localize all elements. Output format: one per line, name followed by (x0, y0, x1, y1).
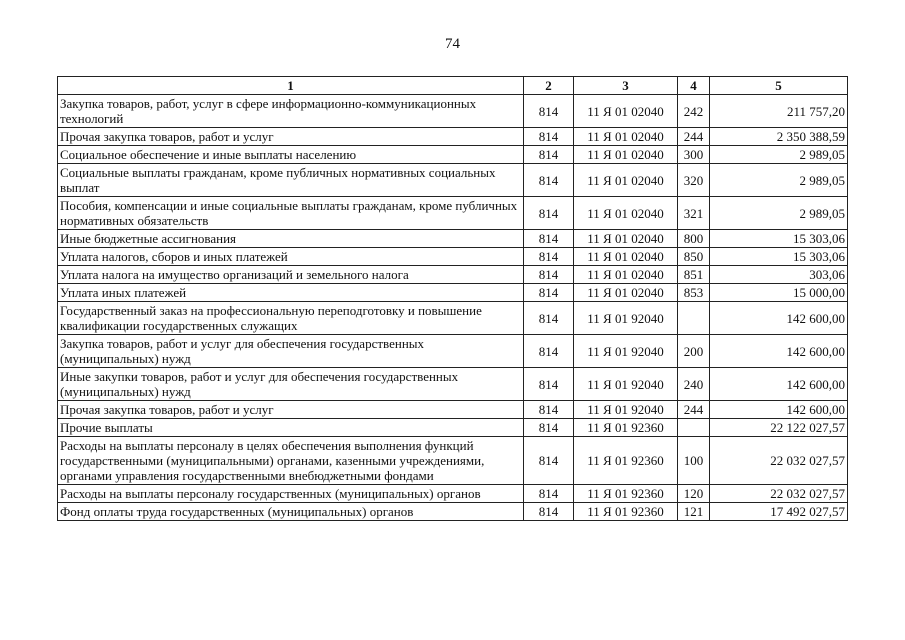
cell-kind: 120 (678, 485, 710, 503)
table-row (58, 401, 848, 419)
table-row (58, 419, 848, 437)
cell-kind: 851 (678, 266, 710, 284)
table-row (58, 437, 848, 485)
cell-kind: 240 (678, 368, 710, 401)
cell-amount: 22 032 027,57 (710, 485, 848, 503)
table-header (58, 77, 848, 95)
cell-target: 11 Я 01 02040 (574, 146, 678, 164)
cell-amount: 17 492 027,57 (710, 503, 848, 521)
cell-dept: 814 (524, 230, 574, 248)
cell-target: 11 Я 01 92040 (574, 401, 678, 419)
cell-kind: 100 (678, 437, 710, 485)
column-header-amount: 5 (710, 77, 848, 95)
cell-name: Государственный заказ на профессиональную переподготовку и повышение квалификации государственных служащих (58, 302, 524, 335)
cell-target: 11 Я 01 92040 (574, 335, 678, 368)
cell-amount: 2 989,05 (710, 164, 848, 197)
cell-dept: 814 (524, 95, 574, 128)
cell-kind (678, 419, 710, 437)
cell-amount: 303,06 (710, 266, 848, 284)
cell-amount: 211 757,20 (710, 95, 848, 128)
table-row (58, 284, 848, 302)
cell-name: Закупка товаров, работ и услуг для обеспечения государственных (муниципальных) нужд (58, 335, 524, 368)
cell-dept: 814 (524, 146, 574, 164)
cell-amount: 15 303,06 (710, 230, 848, 248)
cell-target: 11 Я 01 02040 (574, 230, 678, 248)
table-row (58, 485, 848, 503)
cell-name: Фонд оплаты труда государственных (муниципальных) органов (58, 503, 524, 521)
column-header-kind: 4 (678, 77, 710, 95)
table-row (58, 95, 848, 128)
cell-target: 11 Я 01 02040 (574, 128, 678, 146)
cell-name: Расходы на выплаты персоналу в целях обеспечения выполнения функций государственными (муниципальными) органами, казенными учреждениями, органами управления государственными внебюджетными фондами (58, 437, 524, 485)
cell-name: Социальное обеспечение и иные выплаты населению (58, 146, 524, 164)
table-row (58, 164, 848, 197)
cell-name: Прочая закупка товаров, работ и услуг (58, 401, 524, 419)
cell-amount: 142 600,00 (710, 335, 848, 368)
cell-name: Уплата иных платежей (58, 284, 524, 302)
cell-dept: 814 (524, 128, 574, 146)
cell-target: 11 Я 01 02040 (574, 248, 678, 266)
cell-target: 11 Я 01 92360 (574, 503, 678, 521)
cell-kind: 244 (678, 401, 710, 419)
cell-dept: 814 (524, 368, 574, 401)
cell-name: Иные бюджетные ассигнования (58, 230, 524, 248)
cell-dept: 814 (524, 164, 574, 197)
cell-amount: 22 032 027,57 (710, 437, 848, 485)
cell-amount: 142 600,00 (710, 401, 848, 419)
cell-dept: 814 (524, 335, 574, 368)
table-row (58, 368, 848, 401)
cell-kind: 321 (678, 197, 710, 230)
table-row (58, 230, 848, 248)
cell-amount: 15 000,00 (710, 284, 848, 302)
cell-dept: 814 (524, 485, 574, 503)
budget-table (57, 76, 848, 521)
cell-name: Уплата налогов, сборов и иных платежей (58, 248, 524, 266)
header-row (58, 77, 848, 95)
cell-amount: 2 989,05 (710, 146, 848, 164)
cell-amount: 142 600,00 (710, 368, 848, 401)
cell-kind: 300 (678, 146, 710, 164)
table-row (58, 302, 848, 335)
cell-name: Прочая закупка товаров, работ и услуг (58, 128, 524, 146)
cell-target: 11 Я 01 02040 (574, 197, 678, 230)
column-header-target: 3 (574, 77, 678, 95)
table-row (58, 197, 848, 230)
table-row (58, 335, 848, 368)
table-row (58, 248, 848, 266)
column-header-dept: 2 (524, 77, 574, 95)
cell-dept: 814 (524, 302, 574, 335)
cell-name: Закупка товаров, работ, услуг в сфере информационно-коммуникационных технологий (58, 95, 524, 128)
cell-target: 11 Я 01 92040 (574, 368, 678, 401)
cell-kind: 320 (678, 164, 710, 197)
cell-dept: 814 (524, 437, 574, 485)
cell-name: Иные закупки товаров, работ и услуг для обеспечения государственных (муниципальных) нужд (58, 368, 524, 401)
cell-name: Социальные выплаты гражданам, кроме публичных нормативных социальных выплат (58, 164, 524, 197)
cell-name: Прочие выплаты (58, 419, 524, 437)
cell-target: 11 Я 01 92360 (574, 485, 678, 503)
cell-dept: 814 (524, 284, 574, 302)
cell-dept: 814 (524, 266, 574, 284)
cell-target: 11 Я 01 92360 (574, 419, 678, 437)
table-body (58, 95, 848, 521)
cell-dept: 814 (524, 197, 574, 230)
cell-amount: 2 350 388,59 (710, 128, 848, 146)
cell-kind: 850 (678, 248, 710, 266)
cell-target: 11 Я 01 02040 (574, 164, 678, 197)
cell-kind: 853 (678, 284, 710, 302)
cell-dept: 814 (524, 401, 574, 419)
cell-kind: 800 (678, 230, 710, 248)
column-header-name: 1 (58, 77, 524, 95)
table-row (58, 146, 848, 164)
page-number: 74 (445, 36, 460, 52)
cell-target: 11 Я 01 02040 (574, 95, 678, 128)
cell-kind (678, 302, 710, 335)
cell-target: 11 Я 01 02040 (574, 284, 678, 302)
cell-target: 11 Я 01 92360 (574, 437, 678, 485)
cell-kind: 200 (678, 335, 710, 368)
cell-dept: 814 (524, 248, 574, 266)
cell-kind: 121 (678, 503, 710, 521)
cell-target: 11 Я 01 02040 (574, 266, 678, 284)
table-row (58, 266, 848, 284)
cell-kind: 242 (678, 95, 710, 128)
table-row (58, 503, 848, 521)
cell-dept: 814 (524, 503, 574, 521)
cell-target: 11 Я 01 92040 (574, 302, 678, 335)
cell-amount: 142 600,00 (710, 302, 848, 335)
cell-amount: 2 989,05 (710, 197, 848, 230)
cell-amount: 22 122 027,57 (710, 419, 848, 437)
cell-name: Пособия, компенсации и иные социальные выплаты гражданам, кроме публичных нормативных обязательств (58, 197, 524, 230)
cell-kind: 244 (678, 128, 710, 146)
table-row (58, 128, 848, 146)
cell-name: Расходы на выплаты персоналу государственных (муниципальных) органов (58, 485, 524, 503)
cell-amount: 15 303,06 (710, 248, 848, 266)
cell-dept: 814 (524, 419, 574, 437)
cell-name: Уплата налога на имущество организаций и земельного налога (58, 266, 524, 284)
